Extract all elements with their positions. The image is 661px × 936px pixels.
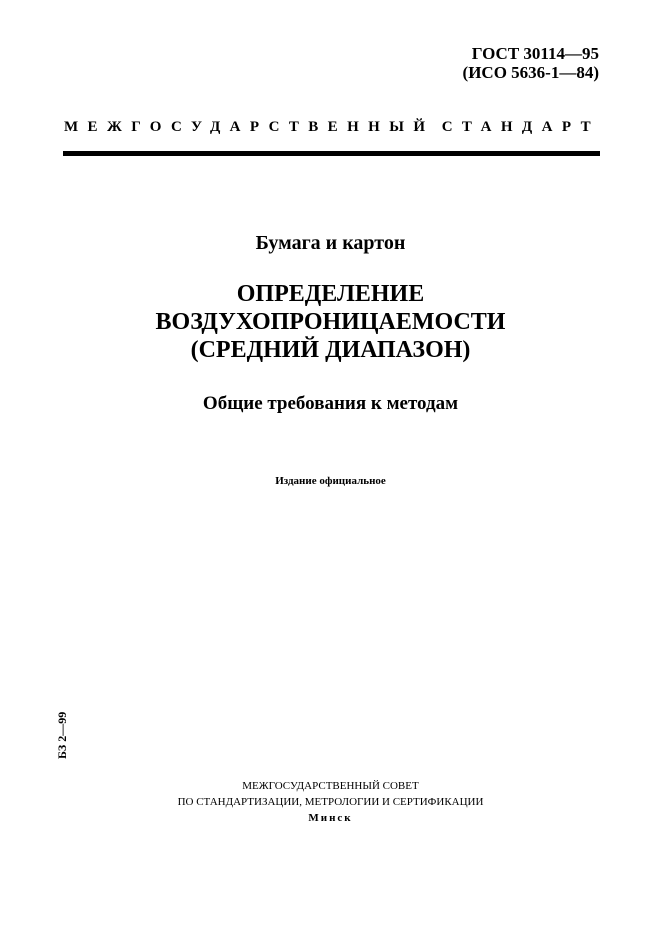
standard-number: ГОСТ 30114—95 bbox=[471, 44, 599, 63]
publisher-line-2: ПО СТАНДАРТИЗАЦИИ, МЕТРОЛОГИИ И СЕРТИФИКАЦИИ bbox=[177, 796, 484, 808]
title-line-2: ВОЗДУХОПРОНИЦАЕМОСТИ bbox=[155, 309, 506, 335]
document-subject: Бумага и картон bbox=[255, 232, 406, 254]
document-subtitle: Общие требования к методам bbox=[202, 393, 459, 414]
title-line-3: (СРЕДНИЙ ДИАПАЗОН) bbox=[190, 337, 471, 363]
iso-reference: (ИСО 5636-1—84) bbox=[462, 63, 599, 82]
heading-word-interstate: МЕЖГОСУДАРСТВЕННЫЙ bbox=[64, 119, 435, 135]
heading-word-standard: СТАНДАРТ bbox=[441, 119, 600, 135]
edition-note: Издание официальное bbox=[275, 475, 386, 487]
publisher-city: Минск bbox=[308, 812, 353, 824]
header-rule bbox=[63, 151, 600, 156]
spine-code: БЗ 2—99 bbox=[55, 711, 69, 759]
document-title bbox=[0, 280, 661, 364]
title-line-1: ОПРЕДЕЛЕНИЕ bbox=[236, 281, 425, 307]
standard-designation bbox=[463, 44, 599, 82]
standard-type-heading bbox=[64, 116, 600, 138]
publisher-line-1: МЕЖГОСУДАРСТВЕННЫЙ СОВЕТ bbox=[242, 780, 419, 792]
publisher-block bbox=[0, 778, 661, 826]
